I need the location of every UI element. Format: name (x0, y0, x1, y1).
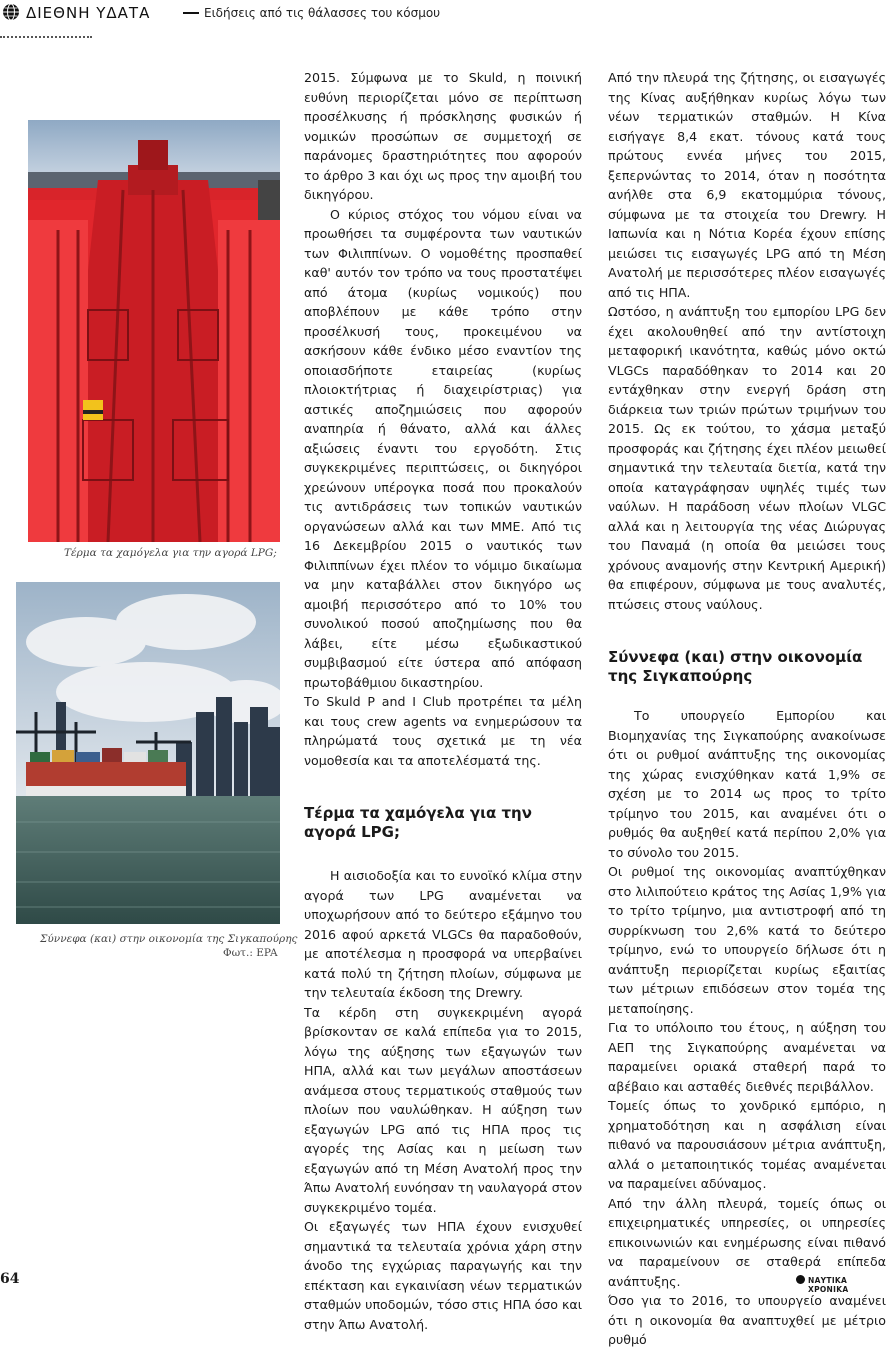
article-column-middle (304, 68, 582, 1334)
globe-icon (2, 3, 20, 21)
paragraph: Από την πλευρά της ζήτησης, οι εισαγωγές της Κίνας αυξήθηκαν κυρίως λόγω των νέων τερματικών σταθμών. Η Κίνα εισήγαγε 8,4 εκατ. τόνους κατά τους πρώτους εννέα μήνες του 2015, ξεπερνώντας το 2014, όταν η ποσότητα ανήλθε στα 6,9 εκατομμύρια τόνους, σύμφωνα με τα στοιχεία του Drewry. Η Ιαπωνία και η Νότια Κορέα έχουν επίσης μειώσει τις εισαγωγές LPG από τη Μέση Ανατολή με περισσότερες πλέον εισαγωγές από τις ΗΠΑ. (608, 70, 886, 300)
section-heading-singapore: Σύννεφα (και) στην οικονομία της Σιγκαπούρης (608, 648, 863, 685)
section-subtitle: Ειδήσεις από τις θάλασσες του κόσμου (204, 6, 441, 20)
paragraph: Όσο για το 2016, το υπουργείο αναμένει ότι η οικονομία θα αναπτυχθεί με μέτριο ρυθμό (608, 1293, 886, 1347)
paragraph: Οι ρυθμοί της οικονομίας αναπτύχθηκαν στο λιλιπούτειο κράτος της Ασίας 1,9% για το τρίτο τρίμηνο, μια αντιστροφή από τη συρρίκνωση του 2,6% κατά το δεύτερο τρίμηνο, ενώ το υπουργείο δήλωσε ότι η ανάπτυξη περιορίζεται κυρίως εξαιτίας των μέτριων επιδόσεων στον τομέα της μεταποίησης. (608, 864, 886, 1016)
paragraph: Το υπουργείο Εμπορίου και Βιομηχανίας της Σιγκαπούρης ανακοίνωσε ότι οι ρυθμοί ανάπτυξης της οικονομίας της χώρας ενισχύθηκαν κατά 1,9% σε σχέση με το 2014 ως προς το τρίτο τρίμηνο του 2015, και αναμένει ότι ο ρυθμός θα αυξηθεί κατά περίπου 2,0% για το σύνολο του 2015. (608, 708, 886, 860)
paragraph: 2015. Σύμφωνα με το Skuld, η ποινική ευθύνη περιορίζεται μόνο σε περίπτωση προσέλκυσης ή πρόσκλησης φυσικών ή νομικών προσώπων σε συμμετοχή σε παράνομες δραστηριότητες που αφορούν το άρθρο 3 και όχι ως προς την αμοιβή του δικηγόρου. (304, 70, 582, 202)
paragraph: Οι εξαγωγές των ΗΠΑ έχουν ενισχυθεί σημαντικά τα τελευταία χρόνια χάρη στην άνοδο της εγχώριας παραγωγής και την επέκταση και εγκαινίαση νέων τερματικών σταθμών υποδομών, τόσο στις ΗΠΑ όσο και στην Άπω Ανατολή. (304, 1219, 582, 1332)
singapore-port-photo (16, 582, 280, 924)
figure-caption-singapore: Σύννεφα (και) στην οικονομία της Σιγκαπούρης (40, 933, 298, 945)
article-column-right (608, 68, 886, 1350)
section-title: ΔΙΕΘΝΗ ΥΔΑΤΑ (26, 4, 151, 22)
paragraph: Για το υπόλοιπο του έτους, η αύξηση του ΑΕΠ της Σιγκαπούρης αναμένεται να παραμείνει οριακά σταθερή παρά το αβέβαιο και ασταθές διεθνές περιβάλλον. (608, 1020, 886, 1094)
paragraph: Τομείς όπως το χονδρικό εμπόριο, η χρηματοδότηση και η ασφάλιση είναι πιθανό να παρουσιάσουν μέτρια ανάπτυξη, αλλά ο μεταποιητικός τομέας αναμένεται να παραμείνει αδύναμος. (608, 1098, 886, 1191)
page-number: 64 (0, 1271, 20, 1287)
paragraph: Τα κέρδη στη συγκεκριμένη αγορά βρίσκονταν σε καλά επίπεδα για το 2015, λόγω της αύξησης των εξαγωγών των ΗΠΑ, αλλά και των μεγάλων αποστάσεων ανάμεσα στους τερματικούς σταθμούς των πλοίων που ναυλώθηκαν. Η αύξηση των εξαγωγών LPG από τις ΗΠΑ προς τις αγορές της Ασίας και η μείωση των εξαγωγών από τη Μέση Ανατολή προς την Άπω Ανατολή ευνόησαν τη ναυλαγορά στον συγκεκριμένο τομέα. (304, 1004, 582, 1215)
paragraph: Το Skuld P and I Club προτρέπει τα μέλη και τους crew agents να ενημερώσουν τα πληρώματά τους σχετικά με τη νέα νομοθεσία και τα αποτελέσματά της. (304, 694, 582, 768)
publication-brand: ΝΑΥΤΙΚΑ ΧΡΟΝΙΚΑ (808, 1276, 849, 1294)
header-dash (183, 12, 199, 14)
paragraph: Ωστόσο, η ανάπτυξη του εμπορίου LPG δεν έχει ακολουθηθεί από την αντίστοιχη μεταφορική ικανότητα, καθώς μόνο οκτώ VLGCs παραδόθηκαν το 2014 και 20 εντάχθηκαν στην ενεργή δράση στη διάρκεια των τριών πρώτων τριμήνων του 2015. Ως εκ τούτου, το χάσμα μεταξύ προσφοράς και ζήτησης έχει πλέον μειωθεί σημαντικά την τελευταία διετία, κατά την οποία καταγράφησαν υψηλές τιμές των ναύλων. Η παράδοση νέων πλοίων VLGC αλλά και η λειτουργία της νέας Διώρυγας του Παναμά (η οποία θα μειώσει τους χρόνους αναμονής στην Κεντρική Αμερική) θα επιφέρουν, σύμφωνα με τους αναλυτές, πτώσεις στους ναύλους. (608, 304, 886, 612)
paragraph: Από την άλλη πλευρά, τομείς όπως οι επιχειρηματικές υπηρεσίες, οι υπηρεσίες επικοινωνιών και ενημέρωσης είναι πιθανό να παραμείνουν σε σταθερά επίπεδα ανάπτυξης. (608, 1195, 886, 1289)
figure-photo-credit: Φωτ.: EPA (223, 947, 278, 959)
page-header (0, 0, 888, 30)
lpg-tanker-deck-photo (28, 120, 280, 542)
header-dotted-rule (0, 36, 92, 38)
paragraph: Η αισιοδοξία και το ευνοϊκό κλίμα στην αγορά των LPG αναμένεται να υποχωρήσουν από το δεύτερο εξάμηνο του 2016 αφού αρκετά VLGCs θα παραδοθούν, με αποτέλεσμα η προσφορά να υπερβαίνει κατά πολύ τη ζήτηση πλοίων, σύμφωνα με την τελευταία έκδοση της Drewry. (304, 868, 582, 1000)
section-heading-lpg: Τέρμα τα χαμόγελα για την αγορά LPG; (304, 804, 532, 841)
brand-logo-icon (796, 1275, 805, 1284)
figure-caption-lpg: Τέρμα τα χαμόγελα για την αγορά LPG; (64, 547, 277, 559)
paragraph: Ο κύριος στόχος του νόμου είναι να προωθήσει τα συμφέροντα των ναυτικών των Φιλιππίνων. Ο νομοθέτης προσπαθεί καθ' αυτόν τον τρόπο να τους προστατέψει από άτομα (κυρίως νομικούς) που αποβλέπουν με κάθε τρόπο στην προσέλκυσή τους, προκειμένου να ασκήσουν κάθε ένδικο μέσο εναντίον της οποιασδήποτε εταιρείας (κυρίως πλοιοκτήτριας ή διαχειρίστριας) για αστικές αποζημιώσεις που αφορούν αναπηρία ή θάνατο, αλλά και άλλες αξιώσεις έναντι του εργοδότη. Στις συγκεκριμένες περιπτώσεις, οι δικηγόροι χρεώνουν υπέρογκα ποσά που προκαλούν τις αντιδράσεις των τοπικών ναυτικών οργανώσεων αλλά και των ΜΜΕ. Από τις 16 Δεκεμβρίου 2015 ο ναυτικός των Φιλιππίνων έχει πλέον το νόμιμο δικαίωμα να μην καταβάλλει στον δικηγόρο ως αμοιβή περισσότερο από το 10% του συνολικού ποσού αποζημίωσης που θα λάβει, είτε μέσω εξωδικαστικού συμβιβασμού είτε ύστερα από απόφαση πρωτοβάθμιου δικαστηρίου. (304, 206, 582, 690)
